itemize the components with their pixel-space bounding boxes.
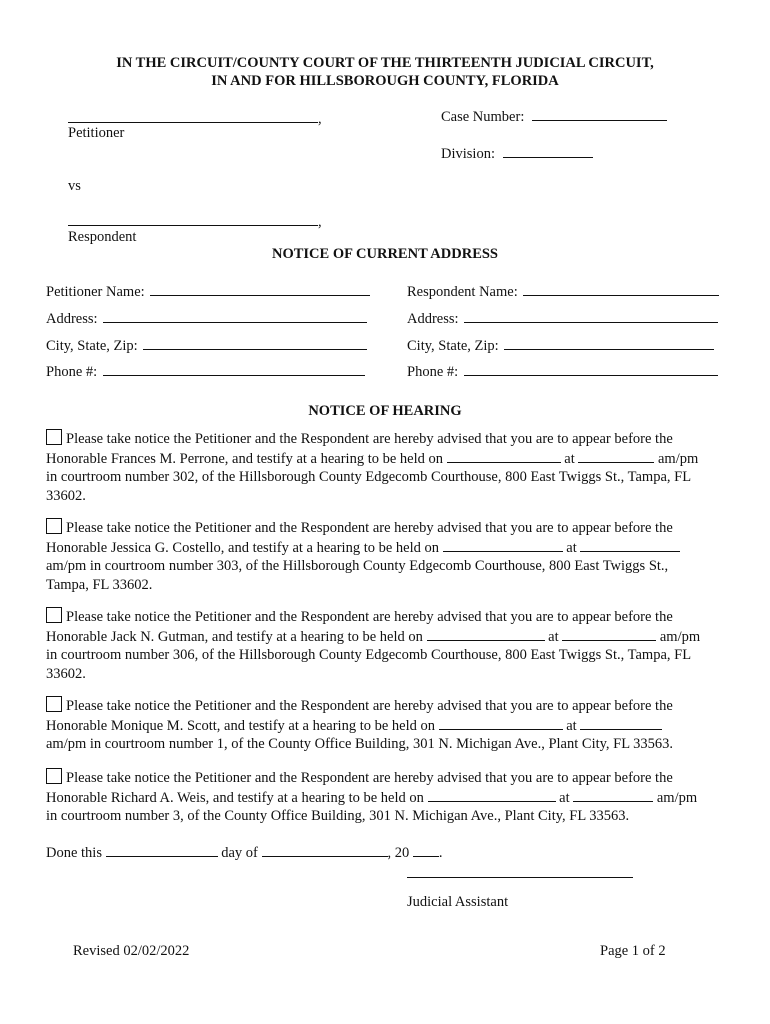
checkbox-gutman[interactable]	[46, 607, 62, 623]
division-field[interactable]	[441, 143, 593, 163]
time-blank-weis[interactable]	[573, 787, 653, 802]
time-blank-gutman[interactable]	[562, 626, 656, 641]
hearing-option-weis: Please take notice the Petitioner and the Respondent are hereby advised that you are to appear before the Honorable Richard A. Weis, and testify at a hearing to be held on at am/pm in courtroom number 3, of the County Office Building, 301 N. Michigan Ave., Plant City, FL 33563.	[46, 770, 698, 825]
case-number-field[interactable]	[441, 106, 667, 126]
court-header-line-2: IN AND FOR HILLSBOROUGH COUNTY, FLORIDA	[211, 73, 559, 89]
court-header-line-1: IN THE CIRCUIT/COUNTY COURT OF THE THIRTEENTH JUDICIAL CIRCUIT,	[116, 55, 654, 71]
time-blank-costello[interactable]	[580, 537, 680, 552]
division-label: Division:	[441, 146, 495, 162]
petitioner-phone-field[interactable]	[46, 361, 365, 381]
done-this-line: Done this day of , 20 .	[46, 842, 443, 862]
hearing-option-perrone: Please take notice the Petitioner and the Respondent are hereby advised that you are to appear before the Honorable Frances M. Perrone, and testify at a hearing to be held on at am/pm in courtroom number 302, of the Hillsborough County Edgecomb Courthouse, 800 East Twiggs St., Tampa, FL 33602.	[46, 431, 699, 504]
hearing-section-title: NOTICE OF HEARING	[308, 403, 462, 419]
vs-label: vs	[68, 178, 81, 194]
year-blank[interactable]	[413, 842, 439, 857]
petitioner-phone-label: Phone #:	[46, 364, 98, 380]
checkbox-perrone[interactable]	[46, 429, 62, 445]
judicial-assistant-label: Judicial Assistant	[407, 894, 509, 910]
date-blank-costello[interactable]	[443, 537, 563, 552]
date-blank-scott[interactable]	[439, 715, 563, 730]
day-blank[interactable]	[106, 842, 218, 857]
month-blank[interactable]	[262, 842, 388, 857]
respondent-address-label: Address:	[407, 311, 459, 327]
date-blank-weis[interactable]	[428, 787, 556, 802]
signature-line[interactable]	[407, 877, 633, 878]
respondent-label: Respondent	[68, 229, 137, 245]
respondent-line[interactable]: ,	[68, 211, 322, 231]
time-blank-scott[interactable]	[580, 715, 662, 730]
respondent-phone-field[interactable]	[407, 361, 718, 381]
petitioner-label: Petitioner	[68, 125, 125, 141]
petitioner-name-label: Petitioner Name:	[46, 284, 145, 300]
hearing-option-costello: Please take notice the Petitioner and the Respondent are hereby advised that you are to appear before the Honorable Jessica G. Costello, and testify at a hearing to be held on at am/pm in courtroom number 303, of the Hillsborough County Edgecomb Courthouse, 800 East Twiggs St., Tampa, FL 33602.	[46, 518, 736, 594]
petitioner-line[interactable]: ,	[68, 108, 322, 128]
petitioner-name-field[interactable]	[46, 281, 370, 301]
date-blank-perrone[interactable]	[447, 448, 561, 463]
checkbox-scott[interactable]	[46, 696, 62, 712]
respondent-name-field[interactable]	[407, 281, 719, 301]
checkbox-weis[interactable]	[46, 768, 62, 784]
checkbox-costello[interactable]	[46, 518, 62, 534]
respondent-city-label: City, State, Zip:	[407, 338, 499, 354]
case-number-label: Case Number:	[441, 109, 525, 125]
respondent-phone-label: Phone #:	[407, 364, 459, 380]
address-section-title: NOTICE OF CURRENT ADDRESS	[271, 246, 498, 262]
petitioner-address-label: Address:	[46, 311, 98, 327]
hearing-option-gutman: Please take notice the Petitioner and the Respondent are hereby advised that you are to appear before the Honorable Jack N. Gutman, and testify at a hearing to be held on at am/pm in courtroom number 306, of the Hillsborough County Edgecomb Courthouse, 800 East Twiggs St., Tampa, FL 33602.	[46, 609, 701, 682]
revised-date: Revised 02/02/2022	[73, 943, 190, 959]
respondent-address-field[interactable]	[407, 308, 718, 328]
page-number: Page 1 of 2	[600, 943, 666, 959]
time-blank-perrone[interactable]	[578, 448, 654, 463]
petitioner-address-field[interactable]	[46, 308, 367, 328]
hearing-option-scott: Please take notice the Petitioner and the Respondent are hereby advised that you are to appear before the Honorable Monique M. Scott, and testify at a hearing to be held on at am/pm in courtroom number 1, of the County Office Building, 301 N. Michigan Ave., Plant City, FL 33563.	[46, 698, 674, 753]
respondent-name-label: Respondent Name:	[407, 284, 518, 300]
petitioner-city-field[interactable]	[46, 335, 367, 355]
respondent-city-field[interactable]	[407, 335, 714, 355]
petitioner-city-label: City, State, Zip:	[46, 338, 138, 354]
date-blank-gutman[interactable]	[427, 626, 545, 641]
